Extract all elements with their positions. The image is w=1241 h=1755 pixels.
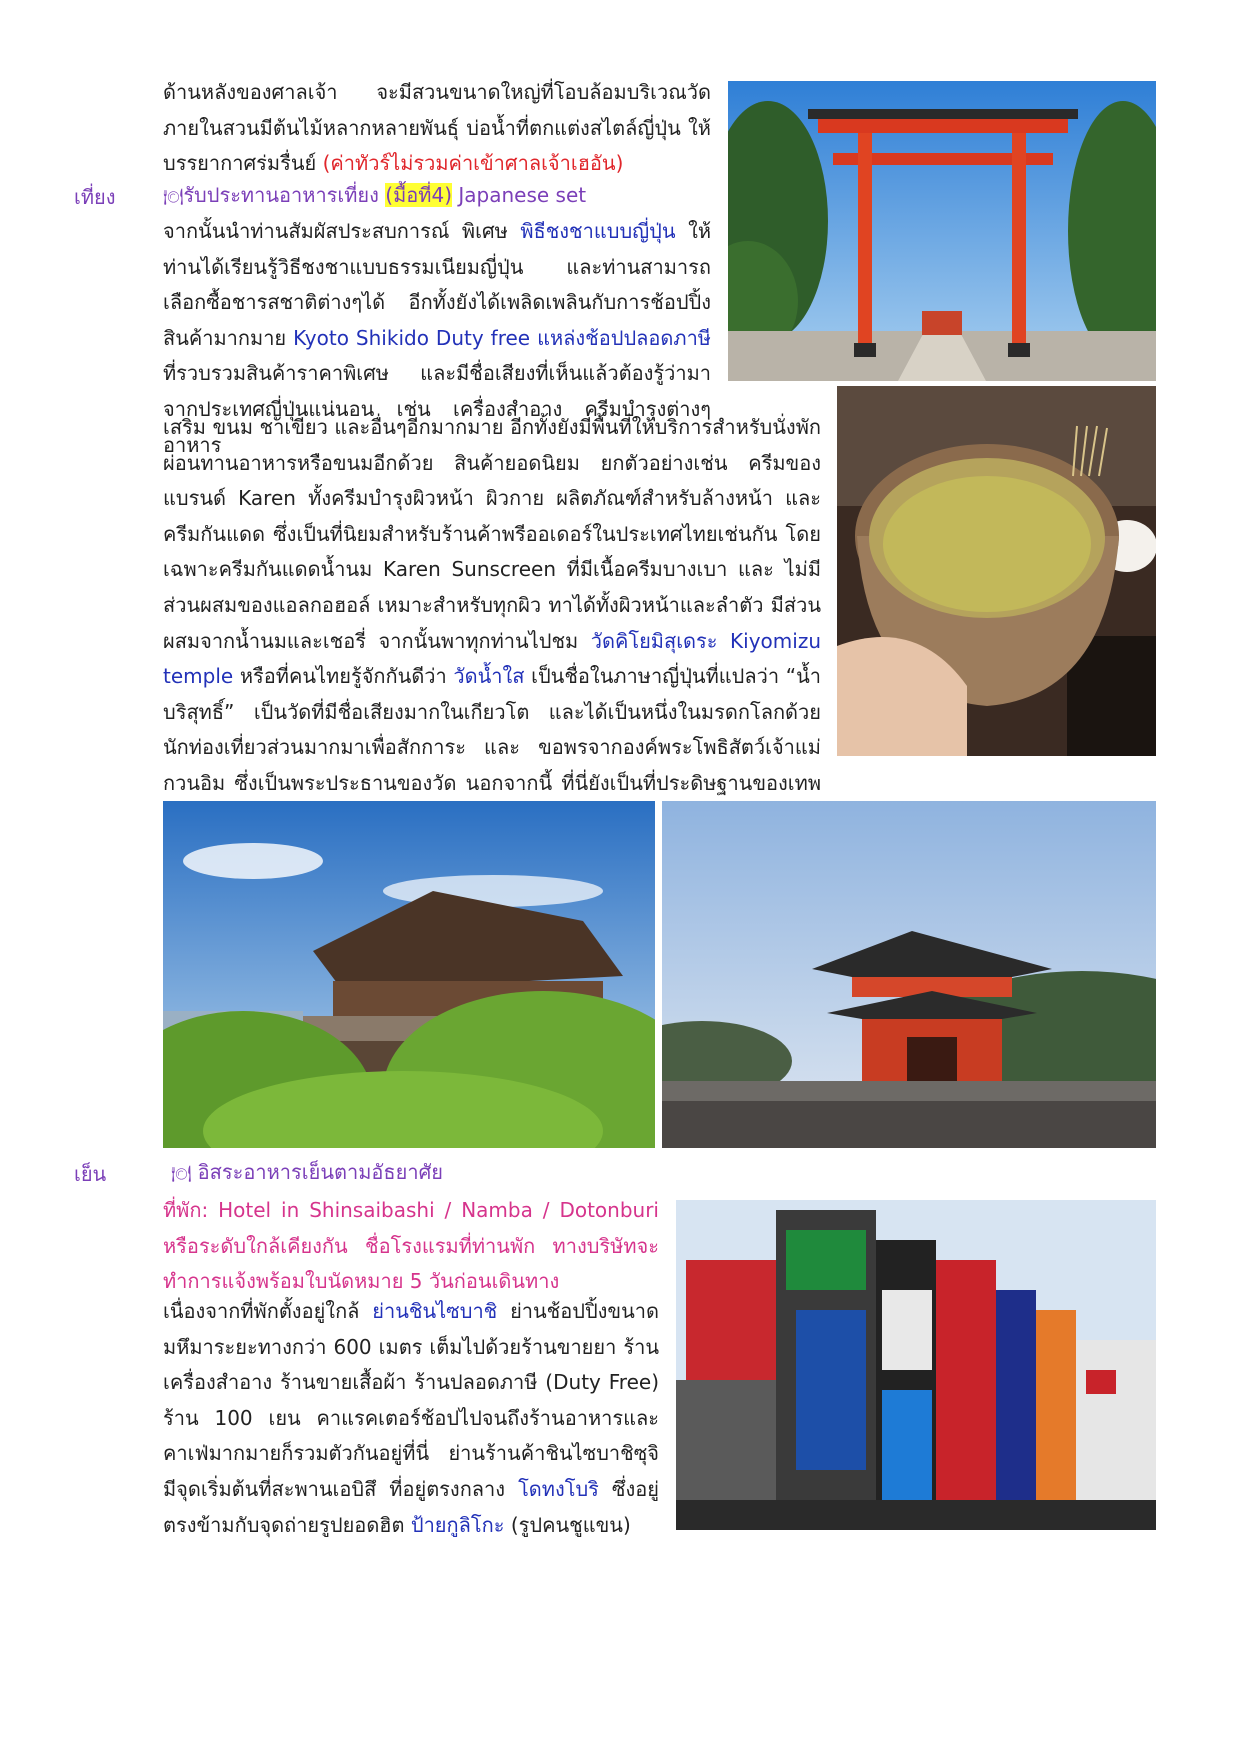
kiyomizu-photo xyxy=(163,801,655,1148)
fork-knife-icon: 🍽 xyxy=(171,1164,192,1183)
fork-knife-icon: 🍽 xyxy=(163,187,184,206)
dinner-label: เย็น xyxy=(74,1162,107,1186)
tea-ceremony-link: พิธีชงชาแบบญี่ปุ่น xyxy=(520,219,676,243)
body-text-3: ที่รวบรวมสินค้าราคาพิเศษ และมีชื่อเสียงที่เห็นแล้วต้องรู้ว่ามาจากประเทศญี่ปุ่นแน่นอน เช่น เครื่องสำอาง ครีมบำรุงต่างๆ อาหาร xyxy=(163,361,711,457)
duty-free-link: Kyoto Shikido Duty free แหล่งช้อปปลอดภาษี xyxy=(293,325,711,350)
glico-link: ป้ายกูลิโกะ xyxy=(410,1512,505,1537)
body2-text-4: (รูปคนชูแขน) xyxy=(510,1512,631,1537)
body2-text-3: ซึ่งอยู่ตรงข้ามกับจุดถ่ายรูปยอดฮิต xyxy=(163,1476,659,1537)
lunch-line xyxy=(163,181,723,211)
lunch-label: เที่ยง xyxy=(74,185,116,209)
hotel-paragraph xyxy=(163,1193,659,1300)
dotonbori-photo xyxy=(676,1200,1156,1530)
body-paragraph-c xyxy=(163,1294,659,1543)
intro-paragraph xyxy=(163,75,711,182)
body-text-5: หรือที่คนไทยรู้จักกันดีว่า xyxy=(239,664,447,689)
intro-note: (ค่าทัวร์ไม่รวมค่าเข้าศาลเจ้าเฮอัน) xyxy=(322,151,624,176)
lunch-text: รับประทานอาหารเที่ยง xyxy=(183,183,379,207)
shinsaibashi-link: ย่านชินไซบาชิ xyxy=(372,1299,498,1323)
body-text-2: ให้ท่านได้เรียนรู้วิธีชงชาแบบธรรมเนียมญี่ปุ่น และท่านสามารถเลือกซื้อชารสชาติต่างๆได้ อีกทั้งยังได้เพลิดเพลินกับการช้อปปิ้งสินค้ามากมาย xyxy=(163,219,712,350)
body-text-4: เสริม ขนม ชาเขียว และอื่นๆอีกมากมาย อีกทั้งยังมีพื้นที่ให้บริการสำหรับนั่งพักผ่อนทานอาหารหรือขนมอีกด้วย สินค้ายอดนิยม ยกตัวอย่างเช่น ครีมของแบรนด์ Karen ทั้งครีมบำรุงผิวหน้า ผิวกาย ผลิตภัณฑ์สำหรับล้างหน้า และครีมกันแดด ซึ่งเป็นที่นิยมสำหรับร้านค้าพรีออเดอร์ในประเทศไทยเช่นกัน โดยเฉพาะครีมกันแดดน้ำนม Karen Sunscreen ที่มีเนื้อครีมบางเบา และ ไม่มีส่วนผสมของแอลกอฮอล์ เหมาะสำหรับทุกผิว ทาได้ทั้งผิวหน้าและลำตัว มีส่วนผสมจากน้ำนมและเชอรี่ จากนั้นพาทุกท่านไปชม xyxy=(163,415,821,653)
meal-tag: (มื้อที่4) xyxy=(385,183,452,207)
nio-gate-photo xyxy=(662,801,1156,1148)
heian-torii-photo xyxy=(728,81,1156,381)
lunch-menu: Japanese set xyxy=(458,183,587,207)
body-text-1: จากนั้นนำท่านสัมผัสประสบการณ์ พิเศษ xyxy=(163,219,508,243)
body2-text-2: ย่านช้อปปิ้งขนาดมหึมาระยะทางกว่า 600 เมตร เต็มไปด้วยร้านขายยา ร้านเครื่องสำอาง ร้านขายเสื้อผ้า ร้านปลอดภาษี (Duty Free) ร้าน 100 เยน คาแรคเตอร์ช้อปไปจนถึงร้านอาหารและคาเฟ่มากมายก็รวมตัวกันอยู่ที่นี่ ย่านร้านค้าชินไซบาชิซุจิมีจุดเริ่มต้นที่สะพานเอบิสึ ที่อยู่ตรงกลาง xyxy=(163,1299,659,1501)
dotonbori-link: โดทงโบริ xyxy=(518,1476,599,1501)
hotel-text: ที่พัก: Hotel in Shinsaibashi / Namba / Dotonburi หรือระดับใกล้เคียงกัน ชื่อโรงแรมที่ท่านพัก ทางบริษัทจะทำการแจ้งพร้อมใบนัดหมาย 5 วันก่อนเดินทาง xyxy=(163,1198,659,1294)
kiyomizu-link: วัดคิโยมิสุเดระ Kiyomizu temple xyxy=(163,628,821,689)
intro-text: ด้านหลังของศาลเจ้า จะมีสวนขนาดใหญ่ที่โอบล้อมบริเวณวัด ภายในสวนมีต้นไม้หลากหลายพันธุ์ บ่อน้ำที่ตกแต่งสไตล์ญี่ปุ่น ให้บรรยากาศร่มรื่นย์ xyxy=(163,80,711,176)
body-paragraph-b xyxy=(163,410,821,837)
matcha-photo xyxy=(837,386,1156,756)
body-text-6: เป็นชื่อในภาษาญี่ปุ่นที่แปลว่า “น้ำบริสุทธิ์” เป็นวัดที่มีชื่อเสียงมากในเกียวโต และได้เป็นหนึ่งในมรดกโลกด้วย นักท่องเที่ยวส่วนมากมาเพื่อสักการะ และ ขอพรจากองค์พระโพธิสัตว์เจ้าแม่กวนอิม ซึ่งเป็นพระประธานของวัด นอกจากนี้ ที่นี่ยังเป็นที่ประดิษฐานของเทพ xyxy=(163,664,821,795)
body2-text-1: เนื่องจากที่พักตั้งอยู่ใกล้ xyxy=(163,1299,360,1323)
dinner-text: อิสระอาหารเย็นตามอัธยาศัย xyxy=(197,1160,443,1184)
dinner-line xyxy=(171,1158,671,1188)
kiyomizu-thai-link: วัดน้ำใส xyxy=(453,664,525,689)
